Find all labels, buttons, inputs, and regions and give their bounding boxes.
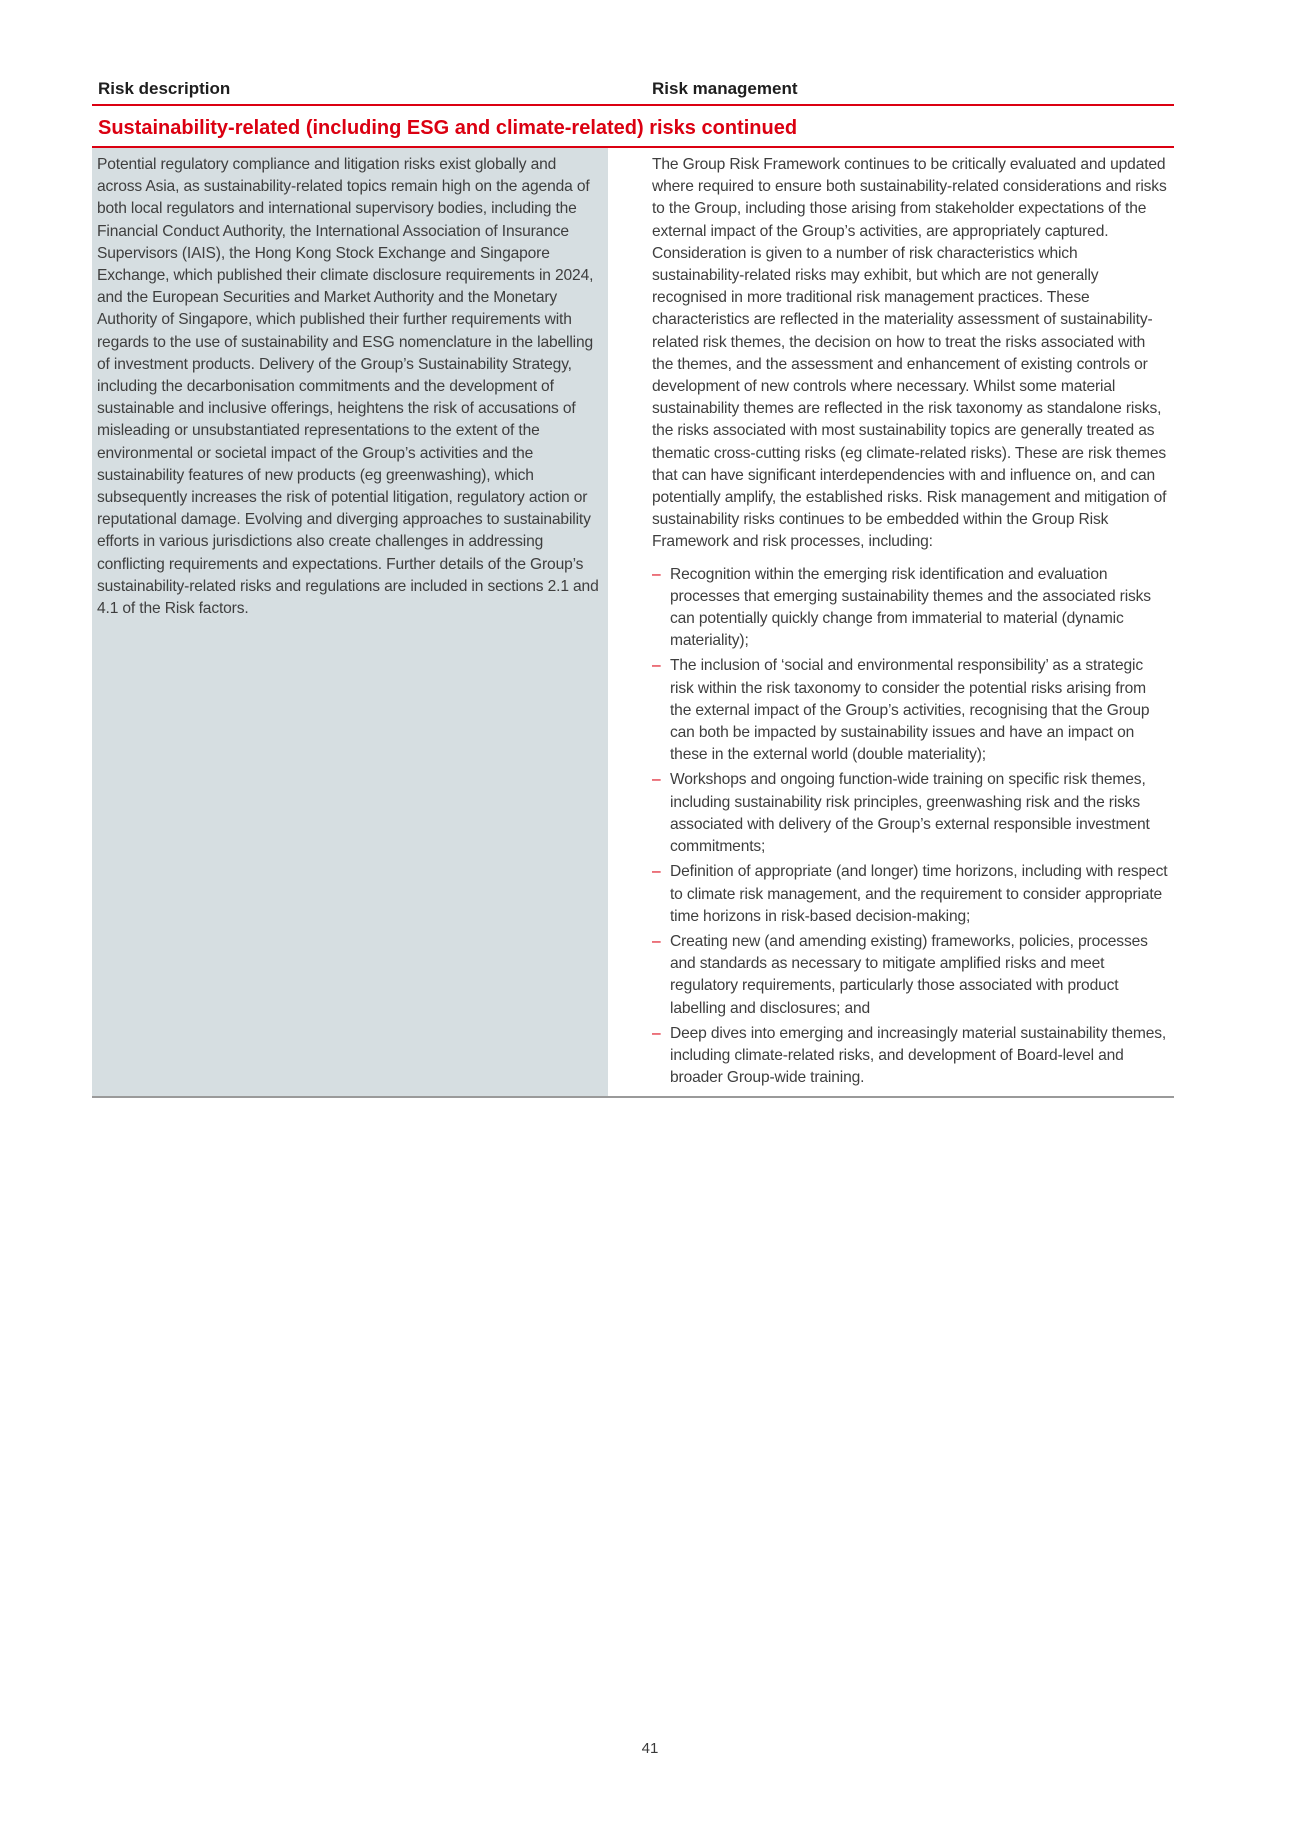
dash-bullet-icon: – (652, 863, 661, 881)
list-item-text: The inclusion of ‘social and environmental responsibility’ as a strategic risk within the risk taxonomy to consider the potential risks arising from the external impact of the Group’s activities, recognising that the Group can both be impacted by sustainability issues and have an impact on these in the external world (double materiality); (670, 657, 1150, 764)
dash-bullet-icon: – (652, 771, 661, 789)
dash-bullet-icon: – (652, 1024, 661, 1042)
list-item (652, 769, 1168, 858)
section-title: Sustainability-related (including ESG and climate-related) risks continued (98, 117, 798, 139)
list-item (652, 861, 1168, 928)
list-item (652, 564, 1168, 653)
list-item-text: Creating new (and amending existing) frameworks, policies, processes and standards as necessary to mitigate amplified risks and meet regulatory requirements, particularly those associated with product labelling and disclosures; and (670, 932, 1148, 1017)
dash-bullet-icon: – (652, 657, 661, 675)
risk-management-header: Risk management (652, 79, 798, 98)
table-bottom-rule (92, 1096, 1174, 1098)
list-item-text: Recognition within the emerging risk identification and evaluation processes that emerging sustainability themes and the associated risks can potentially quickly change from immaterial to material (dynamic materiality); (670, 565, 1151, 650)
list-item-text: Deep dives into emerging and increasingly material sustainability themes, including climate-related risks, and development of Board-level and broader Group-wide training. (670, 1024, 1167, 1087)
list-item-text: Definition of appropriate (and longer) time horizons, including with respect to climate risk management, and the requirement to consider appropriate time horizons in risk-based decision-making; (670, 863, 1168, 925)
report-page (92, 78, 1174, 1098)
risk-management-list (652, 564, 1168, 1090)
list-item (652, 1023, 1168, 1090)
risk-management-cell (608, 148, 1174, 1096)
risk-description-cell: Potential regulatory compliance and litigation risks exist globally and across Asia, as sustainability-related topics remain high on the agenda of both local regulators and international supervisory bodies, including the Financial Conduct Authority, the International Association of Insurance Supervisors (IAIS), the Hong Kong Stock Exchange and Singapore Exchange, which published their climate disclosure requirements in 2024, and the European Securities and Market Authority and the Monetary Authority of Singapore, which published their further requirements with regards to the use of sustainability and ESG nomenclature in the labelling of investment products. Delivery of the Group’s Sustainability Strategy, including the decarbonisation commitments and the development of sustainable and inclusive offerings, heightens the risk of accusations of misleading or unsubstantiated representations to the extent of the environmental or societal impact of the Group’s activities and the sustainability features of new products (eg greenwashing), which subsequently increases the risk of potential litigation, regulatory action or reputational damage. Evolving and diverging approaches to sustainability efforts in various jurisdictions also create challenges in addressing conflicting requirements and expectations. Further details of the Group’s sustainability-related risks and regulations are included in sections 2.1 and 4.1 of the Risk factors. (92, 148, 608, 1096)
list-item (652, 655, 1168, 766)
page-number: 41 (641, 1740, 659, 1757)
risk-management-intro: The Group Risk Framework continues to be critically evaluated and updated where required to ensure both sustainability-related considerations and risks to the Group, including those arising from stakeholder expectations of the external impact of the Group’s activities, are appropriately captured. Consideration is given to a number of risk characteristics which sustainability-related risks may exhibit, but which are not generally recognised in more traditional risk management practices. These characteristics are reflected in the materiality assessment of sustainability-related risk themes, the decision on how to treat the risks associated with the themes, and the assessment and enhancement of existing controls or development of new controls where necessary. Whilst some material sustainability themes are reflected in the risk taxonomy as standalone risks, the risks associated with most sustainability topics are generally treated as thematic cross-cutting risks (eg climate-related risks). These are risk themes that can have significant interdependencies with and influence on, and can potentially amplify, the established risks. Risk management and mitigation of sustainability risks continues to be embedded within the Group Risk Framework and risk processes, including: (652, 156, 1167, 551)
list-item-text: Workshops and ongoing function-wide training on specific risk themes, including sustainability risk principles, greenwashing risk and the risks associated with delivery of the Group’s external responsible investment commitments; (670, 771, 1150, 856)
dash-bullet-icon: – (652, 932, 661, 950)
list-item (652, 931, 1168, 1020)
column-headers (92, 78, 1174, 104)
risk-table-row (92, 148, 1174, 1096)
dash-bullet-icon: – (652, 565, 661, 583)
risk-description-header: Risk description (98, 79, 231, 98)
